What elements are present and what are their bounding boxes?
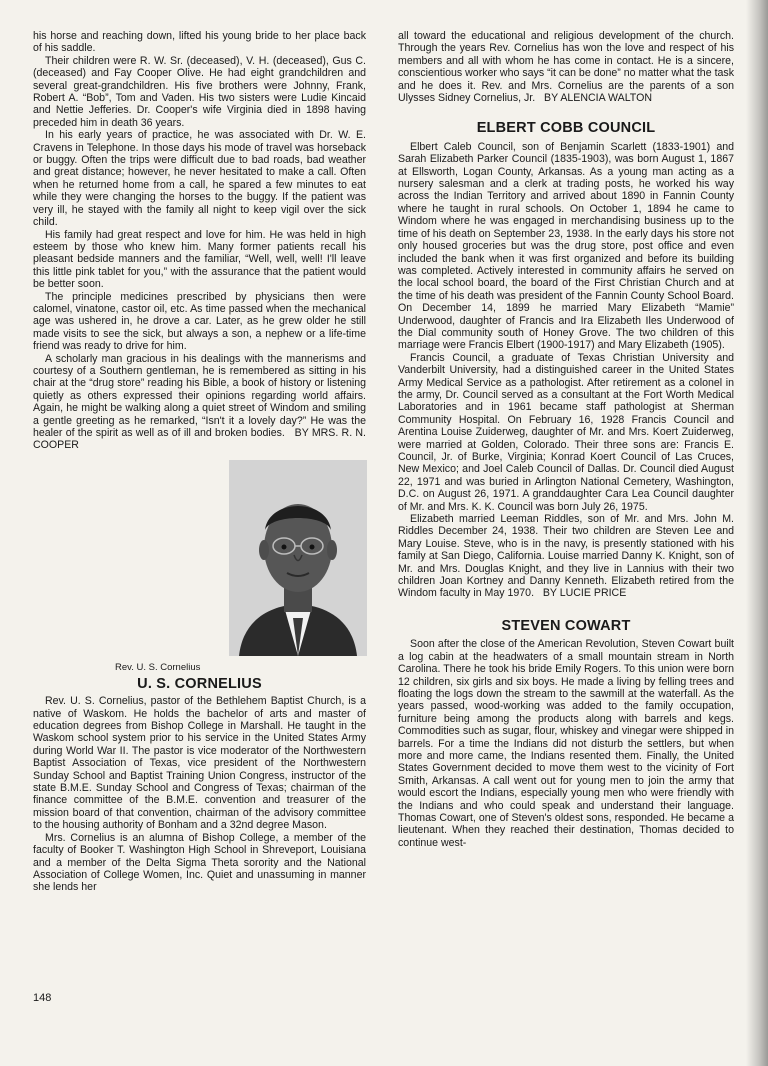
photo-block xyxy=(33,460,366,678)
paragraph: Soon after the close of the American Revolution, Steven Cowart built a log cabin at the headwaters of a small mountain stream in North Carolina. There he took his bride Emily Rogers. To this union were born 12 children, six girls and six boys. He made a living by felling trees and floating the logs down the stream to the sawmill at the waterfall. As the years passed, wood-working was added to the family occupation, furniture being among the products along with barrels and kegs. Commodities such as sugar, flour, whiskey and vinegar were shipped in barrels. For a time the Indians did not disturb the settlers, but when more and more came, the Indians resented them. Finally, the United States Government decided to move them west to the vicinity of Fort Smith, Arkansas. A call went out for young men to join the army that would escort the Indians, especially young men who were friendly with the Indians and who could speak and understand their language. Thomas Cowart, one of Steven's oldest sons, responded. He became a lieutenant. When they reached their destination, Thomas decided to continue west- xyxy=(398,638,734,849)
paragraph-text: A scholarly man gracious in his dealings with the mannerisms and courtesy of a Southern gentleman, he is remembered as sitting in his chair at the “drug store” reading his Bible, a book of history or listening quietly as others expressed their opinions regarding world affairs. Again, he might be walking along a quiet street of Windom and smiling a gentle greeting as he remarked, “Isn't it a lovely day?” He was the healer of the spirit as well as of ill and broken bodies. xyxy=(33,352,366,439)
paragraph: Elbert Caleb Council, son of Benjamin Scarlett (1833-1901) and Sarah Elizabeth Parker Council (1835-1903), was born August 1, 1867 at Ellsworth, Logan County, Arkansas. As a young man acting as a nursery salesman and a clerk at trading posts, he worked his way across the Indian Territory and arrived about 1890 in Fannin County where he taught in rural schools. On October 1, 1894 he came to Windom where he was engaged in merchandising business up to the time of his death on September 23, 1938. In the early days his store not only housed groceries but was the drug store, post office and even included the bank when it was first organized and before its building was completed. Actively interested in community affairs he served on the local school board, the board of the First Christian Church and at the time of his death was president of the Fannin County School Board. On December 14, 1899 he married Mary Elizabeth “Mamie” Underwood, daughter of Francis and Ira Elizabeth Iles Underwood of the Dial community south of Honey Grove. The two children of this marriage were Francis Elbert (1900-1917) and Mary Elizabeth (1905). xyxy=(398,140,734,352)
paragraph xyxy=(33,353,366,452)
portrait-image xyxy=(229,460,367,656)
paragraph: Francis Council, a graduate of Texas Christian University and Vanderbilt University, had a distinguished career in the United States Army Medical Service as a pathologist. After retirement as a colonel in the army, Dr. Council served as a consultant at the Fort Worth Medical Laboratories and in 1961 became staff pathologist at Sherman Community Hospital. On February 16, 1928 Francis Council and Arentina Louise Zuiderweg, daughter of Mr. and Mrs. Koert Zuiderweg, were married at Golden, Colorado. Their three sons are: Francis E. Council, Jr. of Burke, Virginia; Konrad Koert Council of Las Cruces, New Mexico; and Joel Caleb Council of Dallas. Dr. Council died August 22, 1971 and was buried in Arlington National Cemetery, Washington, D.C. on August 26, 1971. A granddaughter Cara Lea Council daughter of Mr. and Mrs. K. K. Council was born July 26, 1975. xyxy=(398,351,734,513)
scan-edge-shadow xyxy=(746,0,768,1066)
byline: BY LUCIE PRICE xyxy=(542,587,627,600)
left-column xyxy=(33,30,366,894)
byline: BY MRS. R. N. COOPER xyxy=(33,427,366,452)
photo-caption: Rev. U. S. Cornelius xyxy=(115,661,201,673)
byline: BY ALENCIA WALTON xyxy=(544,92,652,105)
section-heading-cowart: STEVEN COWART xyxy=(501,617,631,634)
paragraph: His family had great respect and love for him. He was held in high esteem by those who knew him. Many former patients recall his pleasant bedside manners and the familiar, “Well, well, well! I'll leave this little pink tablet for you,” with the assurance that the patient would be better soon. xyxy=(33,228,366,291)
paragraph: The principle medicines prescribed by physicians then were calomel, vinatone, castor oil, etc. As time passed when the mechanical age was ushered in, he drove a car. Later, as he grew older he still made visits to see the sick, but always a son, a nephew or a life-time friend was ready to drive for him. xyxy=(33,290,366,353)
section-heading-council: ELBERT COBB COUNCIL xyxy=(476,120,656,137)
paragraph xyxy=(398,513,734,600)
portrait-photo xyxy=(229,460,367,656)
paragraph: his horse and reaching down, lifted his young bride to her place back of his saddle. xyxy=(33,30,366,55)
page-number: 148 xyxy=(33,992,52,1004)
section-heading-cornelius: U. S. CORNELIUS xyxy=(137,675,262,692)
paragraph: Mrs. Cornelius is an alumna of Bishop College, a member of the faculty of Booker T. Washington High School in Shreveport, Louisiana and a member of the Delta Sigma Theta sorority and the National Association of College Women, Inc. Quiet and unassuming in manner she lends her xyxy=(33,831,366,894)
paragraph: In his early years of practice, he was associated with Dr. W. E. Cravens in Telephone. In those days his mode of travel was horseback or buggy. Often the trips were difficult due to bad roads, bad weather and great distance; however, he never hesitated to make a call. Often when he returned home from a call, he spared a few minutes to eat while they were changing the horses to the buggy. If the patient was very ill, he stayed with the family all night to keep vigil over the sick child. xyxy=(33,129,366,229)
paragraph xyxy=(398,30,734,104)
paragraph: Rev. U. S. Cornelius, pastor of the Bethlehem Baptist Church, is a native of Waskom. He holds the bachelor of arts and master of education degrees from Bishop College in Marshall. He taught in the Waskom school system prior to his service in the United States Army during World War II. The pastor is vice moderator of the Northwestern Baptist Association of Texas, vice president of the Northwestern Sunday School and Baptist Training Union Congress, instructor of the state B.M.E. Sunday School and Congress of Texas; chairman of the finance committee of the B.M.E. convention and treasurer of the mission board of that convention, chairman of the advisory committee to the housing authority of Bonham and a 32nd degree Mason. xyxy=(33,695,366,832)
paragraph: Their children were R. W. Sr. (deceased), V. H. (deceased), Gus C. (deceased) and Fay Cooper Olive. He had eight grandchildren and several great-grandchildren. His five brothers were Johnny, Frank, Robert A. “Bob”, Tom and Vaden. His two sisters were Ludie Kincaid and Nettie Jefferies. Dr. Cooper's wife Virginia died in 1898 having preceded him in death 36 years. xyxy=(33,54,366,129)
paragraph-text: Elizabeth married Leeman Riddles, son of Mr. and Mrs. John M. Riddles December 24, 1938. Their two children are Steven Lee and Mary Louise. Steve, who is in the navy, is presently stationed with his family at San Diego, California. Louise married Danny K. Knight, son of Mr. and Mrs. Douglas Knight, and they live in Lannius with their two children Joan Kortney and Danny Kenneth. Elizabeth retired from the Windom faculty in May 1970. xyxy=(398,513,734,600)
paragraph-text: all toward the educational and religious development of the church. Through the years Rev. Cornelius has won the love and respect of his members and all with whom he has come in contact. He is a sincere, conscientious worker who says “it can be done” no matter what the task and he does it. Rev. and Mrs. Cornelius are the parents of a son Ulysses Sidney Cornelius, Jr. xyxy=(398,30,734,105)
right-column xyxy=(398,30,734,849)
